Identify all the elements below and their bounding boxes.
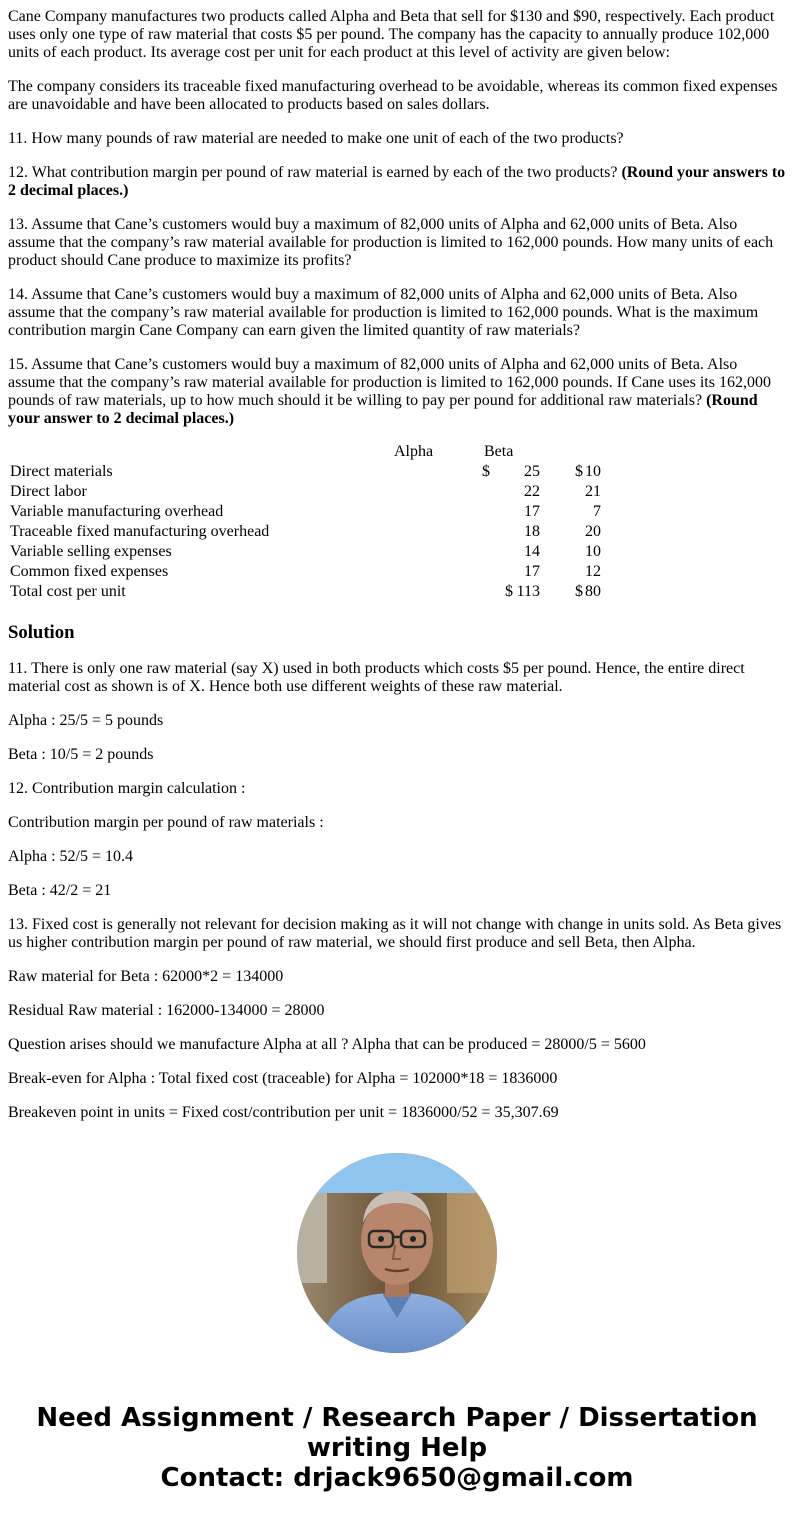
beta-value: 20 <box>585 523 601 540</box>
solution-line: Breakeven point in units = Fixed cost/contribution per unit = 1836000/52 = 35,307.69 <box>8 1104 559 1121</box>
footer-line-1: Need Assignment / Research Paper / Dissertation <box>36 1403 758 1433</box>
alpha-value-cell <box>392 542 540 562</box>
alpha-value: 17 <box>524 503 540 520</box>
header-alpha: Alpha <box>394 443 434 460</box>
question-12 <box>8 164 786 200</box>
beta-value: 10 <box>585 463 601 480</box>
alpha-value-cell <box>392 562 540 582</box>
cost-table-body <box>8 462 621 602</box>
solution-line: Contribution margin per pound of raw materials : <box>8 814 324 831</box>
solution-line: 12. Contribution margin calculation : <box>8 780 246 797</box>
alpha-value-cell <box>392 482 540 502</box>
solution-line: Raw material for Beta : 62000*2 = 134000 <box>8 968 284 985</box>
alpha-value: 113 <box>516 583 540 600</box>
cost-per-unit-table <box>8 442 621 602</box>
table-row <box>8 542 621 562</box>
solution-line: Break-even for Alpha : Total fixed cost (traceable) for Alpha = 102000*18 = 1836000 <box>8 1070 558 1087</box>
question-15 <box>8 356 786 428</box>
question-11: 11. How many pounds of raw material are needed to make one unit of each of the two products? <box>8 130 624 147</box>
solution-line: Beta : 10/5 = 2 pounds <box>8 746 154 763</box>
currency-sign: $ <box>575 463 583 480</box>
alpha-value: 18 <box>524 523 540 540</box>
currency-sign: $ <box>482 463 490 480</box>
footer-contact-email: Contact: drjack9650@gmail.com <box>160 1463 634 1493</box>
solution-line: Question arises should we manufacture Alpha at all ? Alpha that can be produced = 28000/5 = 5600 <box>8 1036 646 1053</box>
alpha-value-cell <box>392 462 540 482</box>
beta-value: 12 <box>585 563 601 580</box>
solution-body <box>8 660 786 1122</box>
solution-line: 13. Fixed cost is generally not relevant for decision making as it will not change with change in units sold. As Beta gives us higher contribution margin per pound of raw material, we should first produce and sell Beta, then Alpha. <box>8 916 782 951</box>
table-row <box>8 482 621 502</box>
question-13: 13. Assume that Cane’s customers would buy a maximum of 82,000 units of Alpha and 62,000 units of Beta. Also assume that the company’s raw material available for production is limited to 162,000 pounds. How many units of each product should Cane produce to maximize its profits? <box>8 216 774 269</box>
table-row <box>8 502 621 522</box>
table-header-row <box>8 442 621 462</box>
footer-contact-banner <box>0 1403 794 1493</box>
solution-line: Residual Raw material : 162000-134000 = 28000 <box>8 1002 325 1019</box>
problem-note: The company considers its traceable fixed manufacturing overhead to be avoidable, whereas its common fixed expenses are unavoidable and have been allocated to products based on sales dollars. <box>8 78 778 113</box>
alpha-value: 14 <box>524 543 540 560</box>
alpha-value: 17 <box>524 563 540 580</box>
header-label-cell <box>8 442 392 462</box>
author-photo <box>297 1153 497 1353</box>
question-15-rounding-note: (Round your answer to 2 decimal places.) <box>8 392 758 427</box>
currency-sign: $ <box>575 583 583 600</box>
solution-line: Alpha : 52/5 = 10.4 <box>8 848 134 865</box>
solution-line: 11. There is only one raw material (say X) used in both products which costs $5 per pound. Hence, the entire direct material cost as shown is of X. Hence both use different weights of these raw material. <box>8 660 745 695</box>
table-row <box>8 522 621 542</box>
beta-value: 21 <box>585 483 601 500</box>
alpha-value-cell <box>392 502 540 522</box>
question-15-text: 15. Assume that Cane’s customers would buy a maximum of 82,000 units of Alpha and 62,000 units of Beta. Also assume that the company’s raw material available for production is limited to 162,000 pounds. If Cane uses its 162,000 pounds of raw materials, up to how much should it be willing to pay per pound for additional raw materials? <box>8 356 771 409</box>
alpha-value: 25 <box>524 463 540 480</box>
solution-line: Beta : 42/2 = 21 <box>8 882 112 899</box>
alpha-value-cell <box>392 582 540 602</box>
row-label: Common fixed expenses <box>10 563 169 580</box>
footer-line-2: writing Help <box>306 1433 488 1463</box>
row-label: Variable selling expenses <box>10 543 172 560</box>
solution-line: Alpha : 25/5 = 5 pounds <box>8 712 164 729</box>
row-label: Direct labor <box>10 483 87 500</box>
author-photo-image <box>297 1153 497 1353</box>
alpha-value-cell <box>392 522 540 542</box>
document-content <box>8 0 786 1122</box>
solution-heading: Solution <box>8 622 75 643</box>
header-beta: Beta <box>484 443 514 460</box>
row-label: Total cost per unit <box>10 583 126 600</box>
question-12-rounding-note: (Round your answers to 2 decimal places.) <box>8 164 786 199</box>
table-row <box>8 582 621 602</box>
question-12-text: 12. What contribution margin per pound of raw material is earned by each of the two products? <box>8 164 622 181</box>
table-row <box>8 562 621 582</box>
table-row <box>8 462 621 482</box>
row-label: Traceable fixed manufacturing overhead <box>10 523 270 540</box>
question-14: 14. Assume that Cane’s customers would buy a maximum of 82,000 units of Alpha and 62,000 units of Beta. Also assume that the company’s raw material available for production is limited to 162,000 pounds. What is the maximum contribution margin Cane Company can earn given the limited quantity of raw materials? <box>8 286 759 339</box>
alpha-value: 22 <box>524 483 540 500</box>
problem-intro: Cane Company manufactures two products called Alpha and Beta that sell for $130 and $90, respectively. Each product uses only one type of raw material that costs $5 per pound. The company has the capacity to annually produce 102,000 units of each product. Its average cost per unit for each product at this level of activity are given below: <box>8 8 775 61</box>
beta-value: 80 <box>585 583 601 600</box>
beta-value: 10 <box>585 543 601 560</box>
beta-value: 7 <box>593 503 601 520</box>
row-label: Variable manufacturing overhead <box>10 503 224 520</box>
row-label: Direct materials <box>10 463 113 480</box>
currency-sign: $ <box>505 583 513 600</box>
